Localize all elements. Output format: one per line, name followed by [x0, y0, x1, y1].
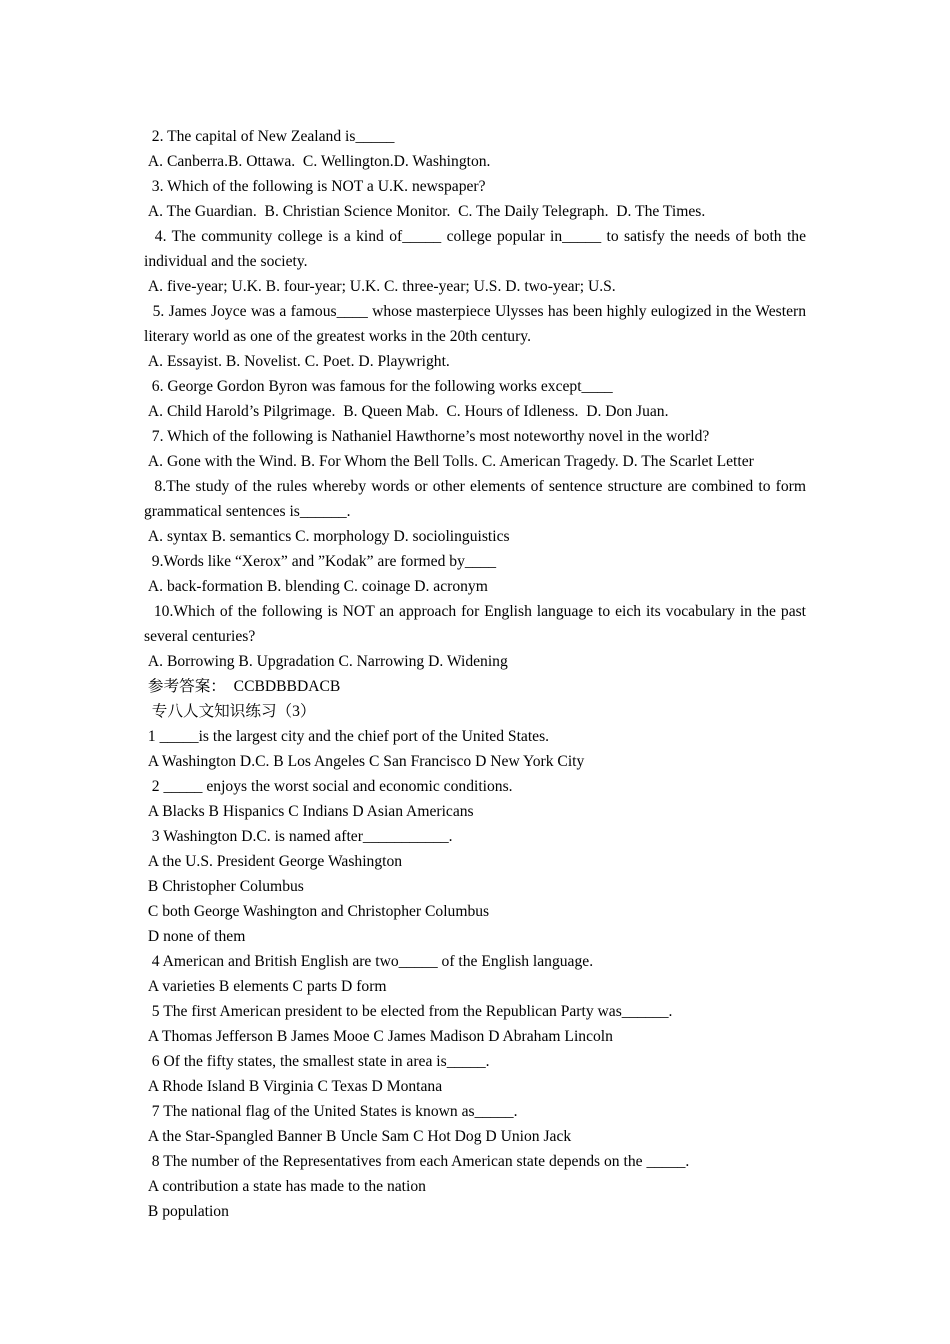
question-line: 7 The national flag of the United States is known as_____. [144, 1103, 518, 1120]
options-line: A the U.S. President George Washington [144, 853, 403, 870]
question-line: 5 The first American president to be elected from the Republican Party was______. [144, 1003, 673, 1020]
options-line: A. The Guardian. B. Christian Science Monitor. C. The Daily Telegraph. D. The Times. [144, 203, 706, 220]
options-line: A. five-year; U.K. B. four-year; U.K. C. three-year; U.S. D. two-year; U.S. [144, 278, 616, 295]
answer-key: 参考答案： CCBDBBDACB [144, 678, 341, 695]
options-line: B population [144, 1203, 229, 1220]
options-line: A varieties B elements C parts D form [144, 978, 387, 995]
question-line: 6 Of the fifty states, the smallest state in area is_____. [144, 1053, 490, 1070]
options-line: A Washington D.C. B Los Angeles C San Francisco D New York City [144, 753, 585, 770]
question-line: 4 American and British English are two_____ of the English language. [144, 953, 594, 970]
question-line: 9.Words like “Xerox” and ”Kodak” are formed by____ [144, 553, 497, 570]
options-line: A. syntax B. semantics C. morphology D. sociolinguistics [144, 528, 510, 545]
question-line: 8 The number of the Representatives from each American state depends on the _____. [144, 1153, 690, 1170]
question-line: 6. George Gordon Byron was famous for the following works except____ [144, 378, 613, 395]
question-line: 3 Washington D.C. is named after___________. [144, 828, 453, 845]
question-line: 10.Which of the following is NOT an approach for English language to eich its vocabulary in the past several centuries? [144, 603, 810, 645]
options-line: A. Canberra.B. Ottawa. C. Wellington.D. Washington. [144, 153, 491, 170]
question-line: 2. The capital of New Zealand is_____ [144, 128, 395, 145]
options-line: C both George Washington and Christopher Columbus [144, 903, 490, 920]
question-line: 5. James Joyce was a famous____ whose masterpiece Ulysses has been highly eulogized in the Western literary world as one of the greatest works in the 20th century. [144, 303, 810, 345]
options-line: A. Child Harold’s Pilgrimage. B. Queen Mab. C. Hours of Idleness. D. Don Juan. [144, 403, 669, 420]
options-line: A the Star-Spangled Banner B Uncle Sam C Hot Dog D Union Jack [144, 1128, 572, 1145]
question-line: 1 _____is the largest city and the chief port of the United States. [144, 728, 550, 745]
options-line: D none of them [144, 928, 246, 945]
options-line: A Thomas Jefferson B James Mooe C James Madison D Abraham Lincoln [144, 1028, 613, 1045]
options-line: A. Gone with the Wind. B. For Whom the Bell Tolls. C. American Tragedy. D. The Scarlet Letter [144, 453, 754, 470]
options-line: A. back-formation B. blending C. coinage D. acronym [144, 578, 488, 595]
options-line: A. Essayist. B. Novelist. C. Poet. D. Playwright. [144, 353, 450, 370]
options-line: A. Borrowing B. Upgradation C. Narrowing D. Widening [144, 653, 508, 670]
question-line: 2 _____ enjoys the worst social and economic conditions. [144, 778, 513, 795]
question-line: 7. Which of the following is Nathaniel Hawthorne’s most noteworthy novel in the world? [144, 428, 710, 445]
options-line: B Christopher Columbus [144, 878, 304, 895]
options-line: A Rhode Island B Virginia C Texas D Montana [144, 1078, 443, 1095]
section-title: 专八人文知识练习（3） [144, 703, 316, 720]
options-line: A Blacks B Hispanics C Indians D Asian Americans [144, 803, 474, 820]
options-line: A contribution a state has made to the nation [144, 1178, 426, 1195]
question-line: 4. The community college is a kind of_____ college popular in_____ to satisfy the needs of both the individual and the society. [144, 228, 810, 270]
question-line: 8.The study of the rules whereby words or other elements of sentence structure are combined to form grammatical sentences is______. [144, 478, 810, 520]
document-page [144, 124, 810, 1224]
question-line: 3. Which of the following is NOT a U.K. newspaper? [144, 178, 486, 195]
